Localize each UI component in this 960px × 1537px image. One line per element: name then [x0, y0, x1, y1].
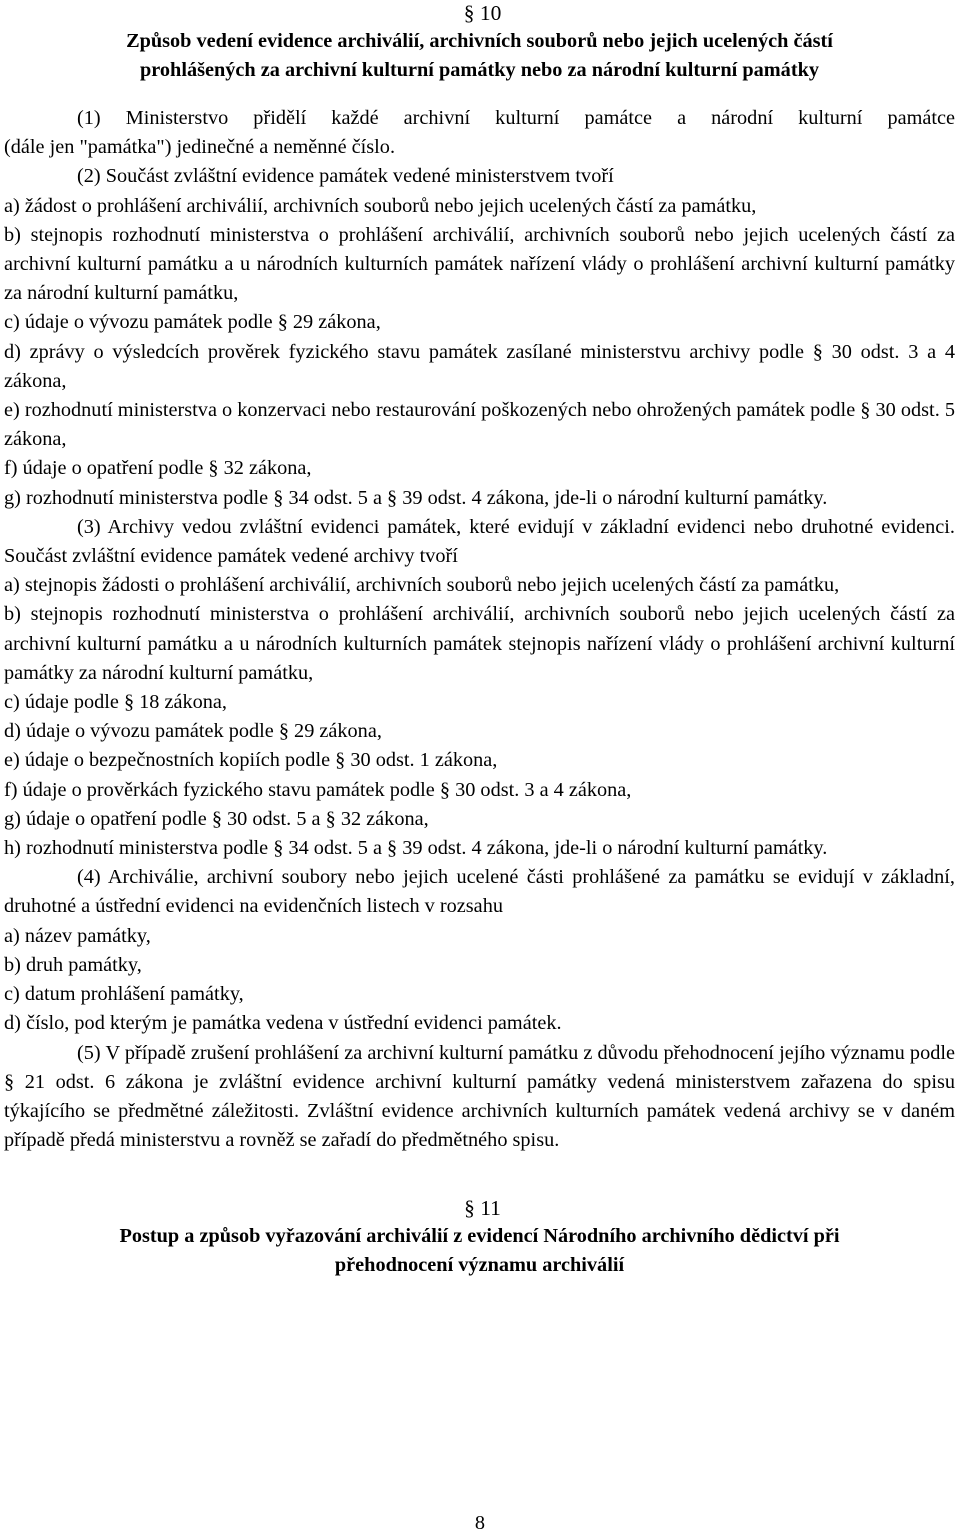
paragraph-3 [4, 513, 955, 863]
section-title-line: Postup a způsob vyřazování archiválií z evidencí Národního archivního dědictví při [119, 1225, 840, 1248]
list-item: g) údaje o opatření podle § 30 odst. 5 a § 32 zákona, [4, 807, 429, 830]
paragraph-1 [4, 104, 955, 162]
list-item: f) údaje o prověrkách fyzického stavu památek podle § 30 odst. 3 a 4 zákona, [4, 778, 632, 801]
paragraph-5 [4, 1039, 955, 1156]
document-page [4, 0, 955, 1279]
list-item: d) zprávy o výsledcích prověrek fyzického stavu památek zasílané ministerstvu archivy podle § 30 odst. 3 a 4 zákona, [4, 340, 955, 392]
paragraph-2 [4, 162, 955, 512]
section-number: § 11 [464, 1196, 501, 1221]
paragraph-text: (5) V případě zrušení prohlášení za archivní kulturní památku z důvodu přehodnocení jejího významu podle § 21 odst. 6 zákona je zvláštní evidence archivní kulturní památky vedená ministerstvem zařazena do spisu týkajícího se předmětné záležitosti. Zvláštní evidence archivních kulturních památek vedená archivy se v daném případě předá ministerstvu a rovněž se zařadí do předmětného spisu. [4, 1041, 955, 1152]
list-item: a) název památky, [4, 924, 151, 947]
list-item: a) žádost o prohlášení archiválií, archivních souborů nebo jejich ucelených částí za památku, [4, 194, 757, 217]
paragraph-intro: (3) Archivy vedou zvláštní evidenci památek, které evidují v základní evidenci nebo druhotné evidenci. Součást zvláštní evidence památek vedené archivy tvoří [4, 515, 955, 568]
paragraph-intro: (4) Archiválie, archivní soubory nebo jejich ucelené části prohlášené za památku se evidují v základní, druhotné a ústřední evidenci na evidenčních listech v rozsahu [4, 866, 955, 918]
list-item: h) rozhodnutí ministerstva podle § 34 odst. 5 a § 39 odst. 4 zákona, jde-li o národní kulturní památky. [4, 837, 828, 860]
list-item: a) stejnopis žádosti o prohlášení archiválií, archivních souborů nebo jejich ucelených částí za památku, [4, 574, 840, 597]
section-title-line: přehodnocení významu archiválií [334, 1253, 625, 1276]
section-title-line: prohlášených za archivní kulturní památky nebo za národní kulturní památky [139, 58, 819, 81]
list-item: b) stejnopis rozhodnutí ministerstva o prohlášení archiválií, archivních souborů nebo jejich ucelených částí za archivní kulturní památku a u národních kulturních památek stejnopis nařízení vlády o prohlášení archivní kulturní památky za národní kulturní památku, [4, 603, 955, 684]
section-number: § 10 [463, 1, 502, 25]
section-title [4, 27, 955, 84]
section-10-heading [4, 0, 955, 84]
list-item: b) druh památky, [4, 953, 142, 976]
list-item: e) rozhodnutí ministerstva o konzervaci nebo restaurování poškozených nebo ohrožených památek podle § 30 odst. 5 zákona, [4, 399, 955, 451]
paragraph-text: (dále jen "památka") jedinečné a neměnné číslo. [4, 136, 396, 159]
paragraph-4 [4, 863, 955, 1038]
section-title [4, 1222, 955, 1279]
list-item: d) údaje o vývozu památek podle § 29 zákona, [4, 720, 382, 743]
list-item: d) číslo, pod kterým je památka vedena v ústřední evidenci památek. [4, 1012, 562, 1035]
list-item: f) údaje o opatření podle § 32 zákona, [4, 457, 312, 480]
list-item: c) údaje o vývozu památek podle § 29 zákona, [4, 311, 381, 334]
section-11-heading [4, 1195, 955, 1279]
list-item: g) rozhodnutí ministerstva podle § 34 odst. 5 a § 39 odst. 4 zákona, jde-li o národní kulturní památky. [4, 486, 828, 509]
list-item: b) stejnopis rozhodnutí ministerstva o prohlášení archiválií, archivních souborů nebo jejich ucelených částí za archivní kulturní památku a u národních kulturních památek nařízení vlády o prohlášení archivní kulturní památky za národní kulturní památku, [4, 223, 955, 305]
list-item: c) datum prohlášení památky, [4, 983, 244, 1006]
section-title-line: Způsob vedení evidence archiválií, archivních souborů nebo jejich ucelených částí [126, 30, 833, 52]
list-item: e) údaje o bezpečnostních kopiích podle § 30 odst. 1 zákona, [4, 749, 498, 772]
list-item: c) údaje podle § 18 zákona, [4, 691, 228, 714]
page-number: 8 [474, 1512, 486, 1534]
paragraph-intro: (2) Součást zvláštní evidence památek vedené ministerstvem tvoří [77, 165, 614, 188]
paragraph-text: (1) Ministerstvo přidělí každé archivní kulturní památce a národní kulturní památce [77, 107, 955, 129]
